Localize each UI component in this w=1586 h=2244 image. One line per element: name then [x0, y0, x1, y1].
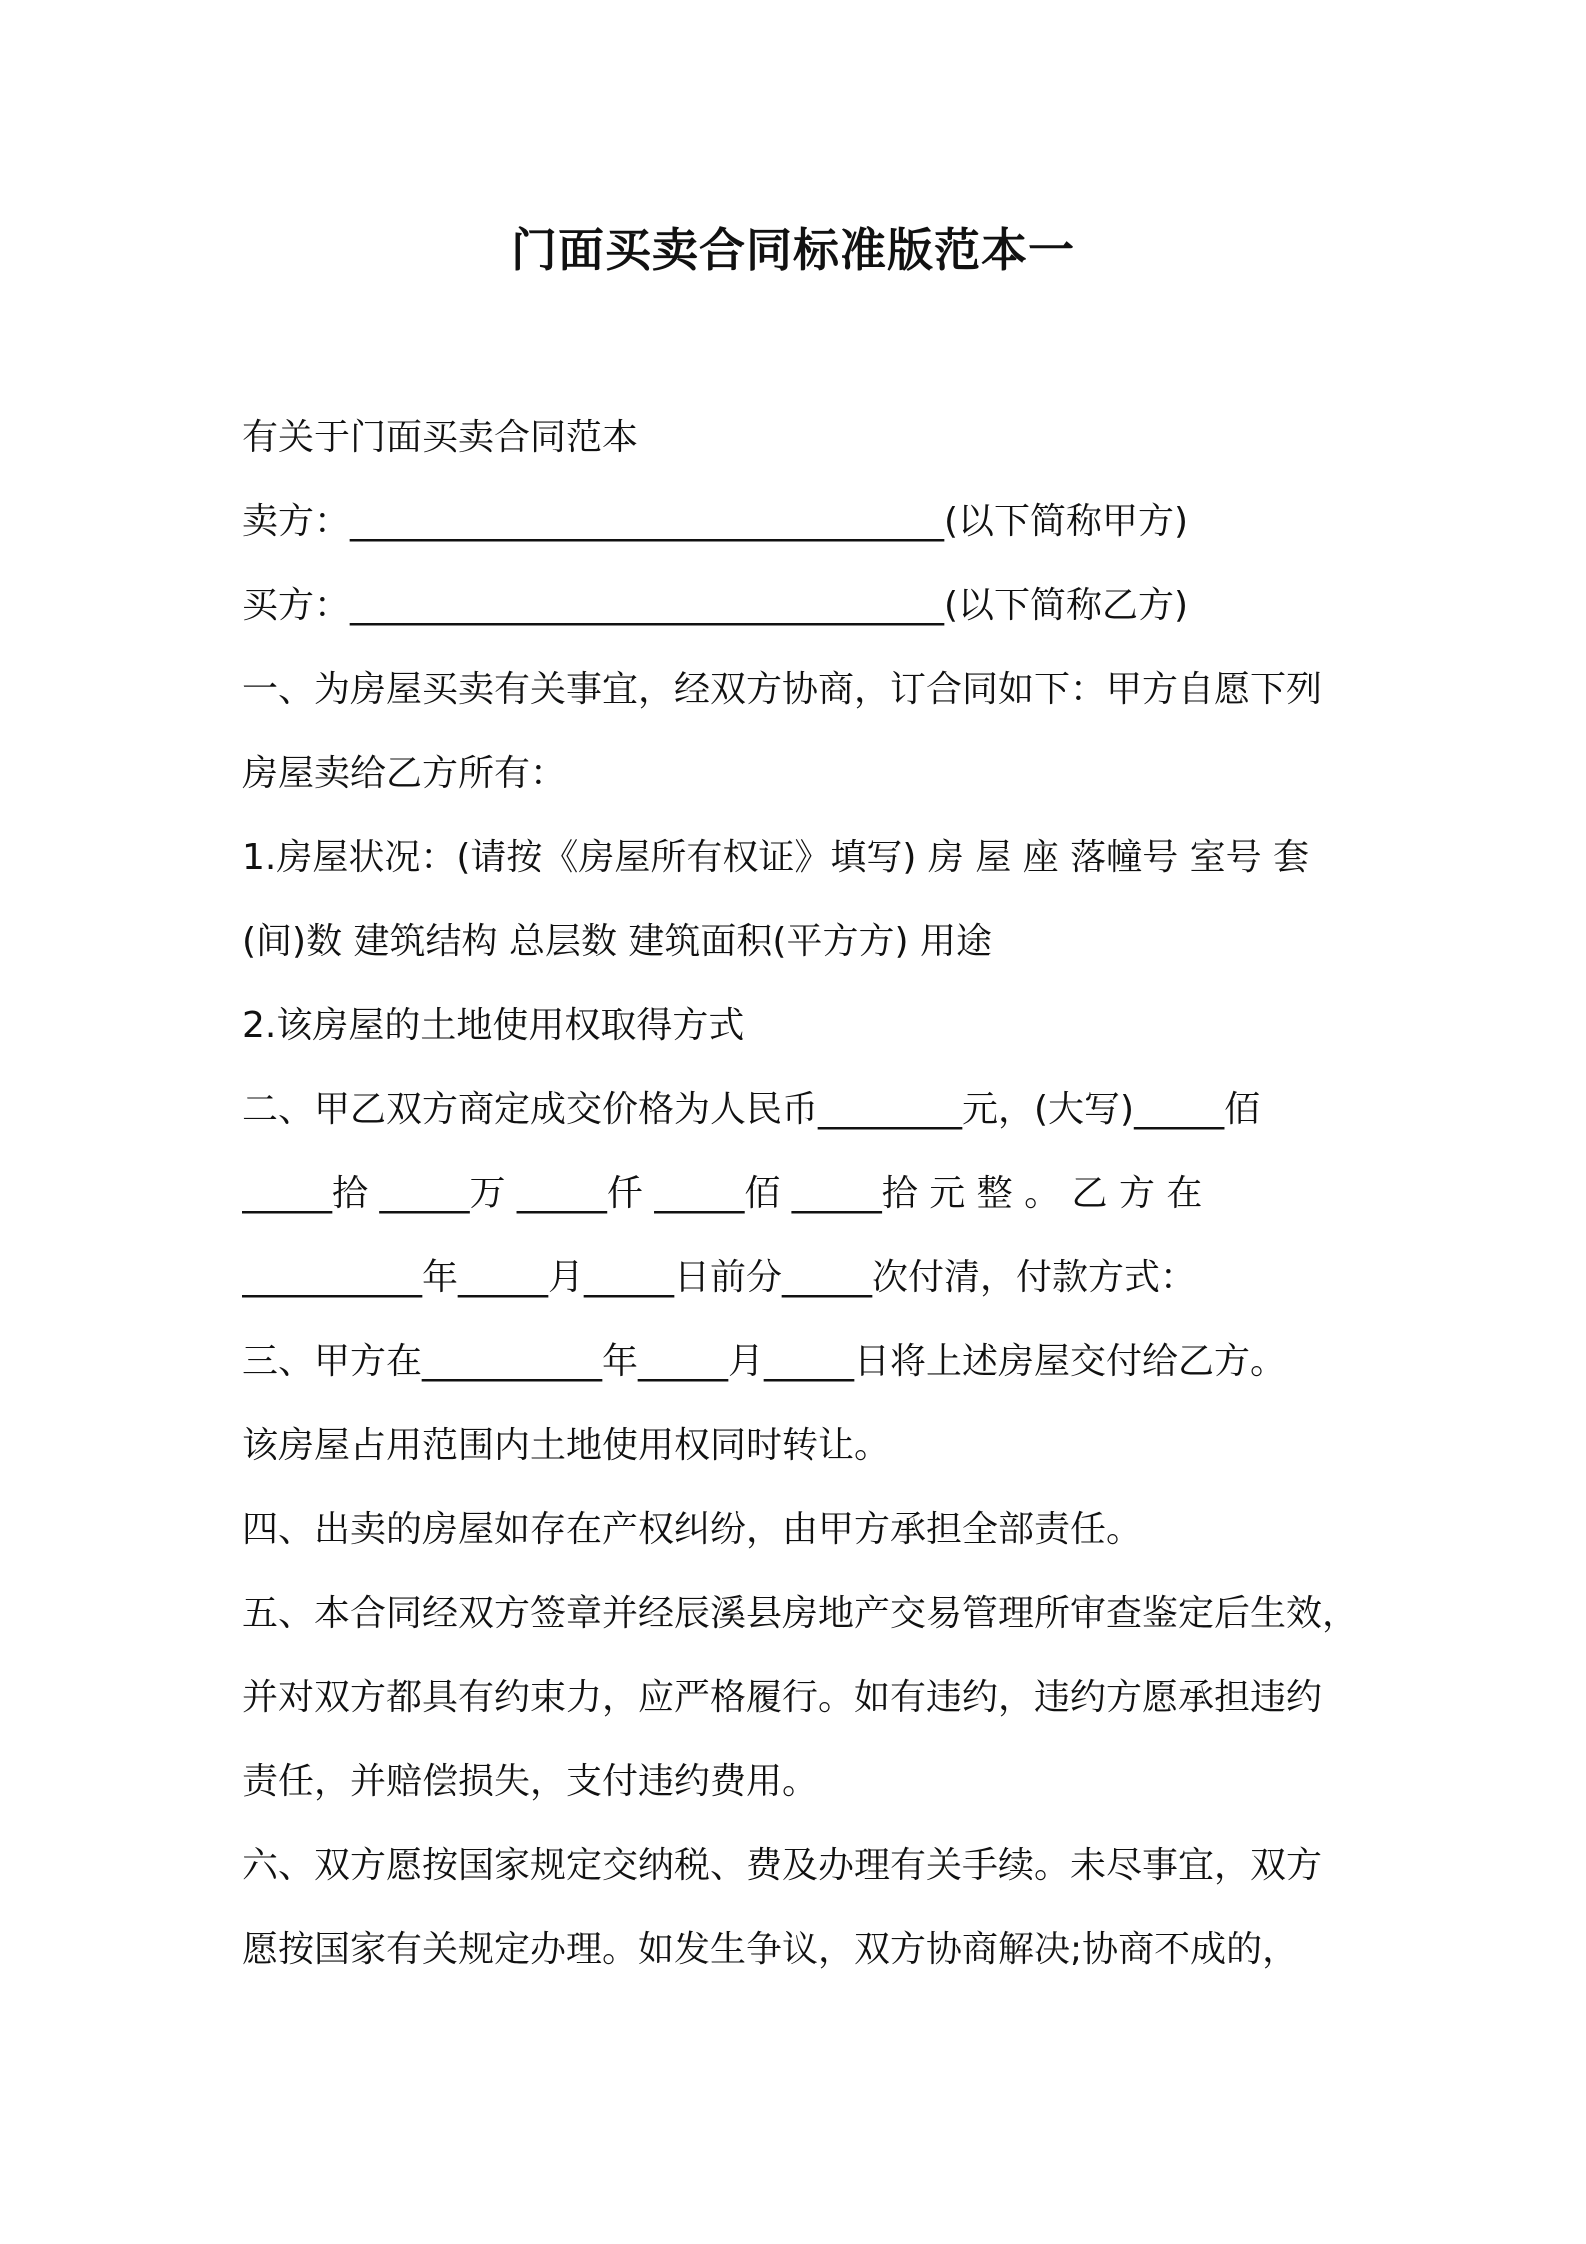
paragraph-line: 责任，并赔偿损失，支付违约费用。 [242, 1761, 819, 1802]
paragraph-line: _____拾 _____万 _____仟 _____佰 _____拾 元 整 。 乙 方 在 [242, 1173, 1203, 1214]
paragraph-line-item-2: 2.该房屋的土地使用权取得方式 [242, 1005, 745, 1046]
paragraph-line: 房屋卖给乙方所有： [242, 753, 567, 794]
document-body [242, 396, 1362, 1992]
paragraph-line: 愿按国家有关规定办理。如发生争议，双方协商解决;协商不成的， [242, 1929, 1299, 1970]
paragraph-line-clause-1: 一、为房屋买卖有关事宜，经双方协商，订合同如下：甲方自愿下列 [242, 669, 1323, 710]
paragraph-line-clause-4: 四、出卖的房屋如存在产权纠纷，由甲方承担全部责任。 [242, 1509, 1143, 1550]
paragraph-line-clause-3: 三、甲方在__________年_____月_____日将上述房屋交付给乙方。 [242, 1341, 1287, 1382]
paragraph-line-clause-5: 五、本合同经双方签章并经辰溪县房地产交易管理所审查鉴定后生效， [242, 1593, 1359, 1634]
document-title: 门面买卖合同标准版范本一 [511, 223, 1075, 277]
paragraph-line: 并对双方都具有约束力，应严格履行。如有违约，违约方愿承担违约 [242, 1677, 1323, 1718]
paragraph-line: 该房屋占用范围内土地使用权同时转让。 [242, 1425, 891, 1466]
paragraph-line-clause-6: 六、双方愿按国家规定交纳税、费及办理有关手续。未尽事宜，双方 [242, 1845, 1323, 1886]
paragraph-line-subtitle: 有关于门面买卖合同范本 [242, 417, 639, 458]
paragraph-line: (间)数 建筑结构 总层数 建筑面积(平方方) 用途 [242, 921, 992, 962]
paragraph-line-seller: 卖方：_________________________________(以下简称甲方) [242, 501, 1189, 542]
paragraph-line-item-1: 1.房屋状况：(请按《房屋所有权证》填写) 房 屋 座 落幢号 室号 套 [242, 837, 1310, 878]
paragraph-line-buyer: 买方：_________________________________(以下简称乙方) [242, 585, 1189, 626]
paragraph-line: __________年_____月_____日前分_____次付清，付款方式： [242, 1257, 1197, 1298]
paragraph-line-clause-2: 二、甲乙双方商定成交价格为人民币________元，(大写)_____佰 [242, 1089, 1261, 1130]
